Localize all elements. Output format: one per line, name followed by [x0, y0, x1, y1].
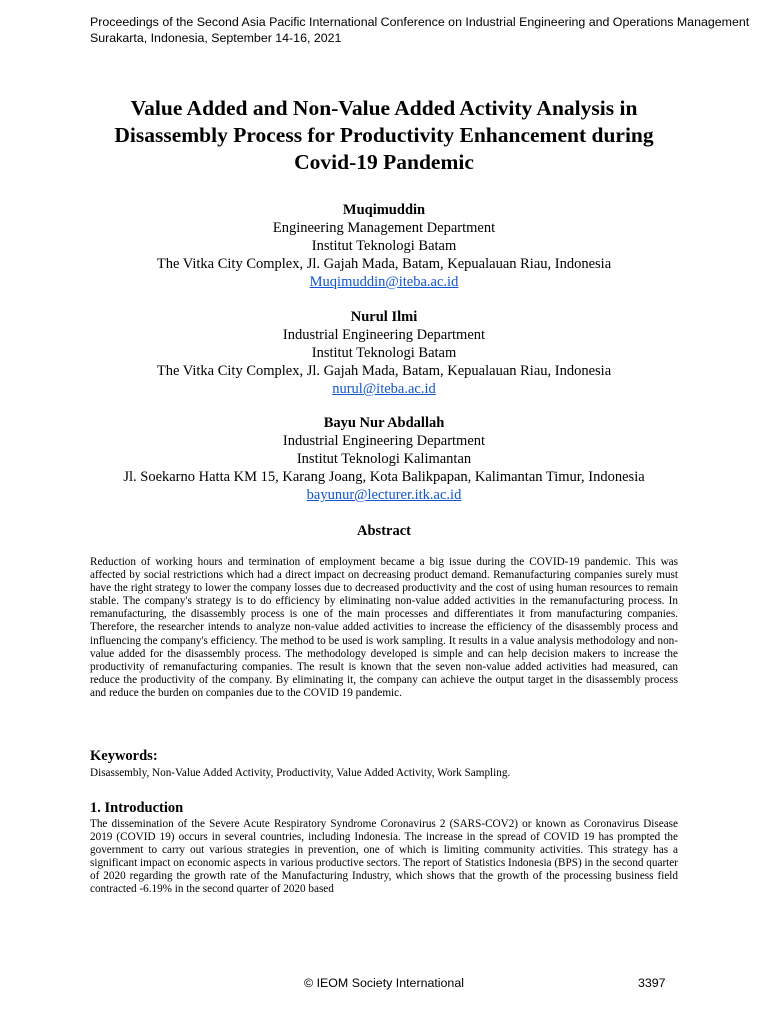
- author-block: [60, 414, 708, 504]
- author-block: [60, 308, 708, 398]
- author-email-link[interactable]: nurul@iteba.ac.id: [332, 381, 436, 397]
- author-institution: Institut Teknologi Batam: [311, 345, 457, 361]
- author-address: Jl. Soekarno Hatta KM 15, Karang Joang, Kota Balikpapan, Kalimantan Timur, Indonesia: [123, 469, 645, 485]
- author-department: Engineering Management Department: [272, 220, 496, 236]
- title-line-3: Covid-19 Pandemic: [294, 150, 474, 174]
- introduction-text: The dissemination of the Severe Acute Respiratory Syndrome Coronavirus 2 (SARS-COV2) or known as Coronavirus Disease 2019 (COVID 19) occurs in several countries, including Indonesia. The increase in the spread of COVID 19 has prompted the government to carry out various strategies in prevention, one of which is limiting community activities. This strategy has a significant impact on economic aspects in various productive sectors. The report of Statistics Indonesia (BPS) in the second quarter of 2020 regarding the growth rate of the Manufacturing Industry, which shows that the growth of the processing business field contracted -6.19% in the second quarter of 2020 based: [90, 818, 678, 896]
- author-department: Industrial Engineering Department: [282, 327, 486, 343]
- footer-copyright: © IEOM Society International: [304, 976, 464, 990]
- author-address: The Vitka City Complex, Jl. Gajah Mada, Batam, Kepualauan Riau, Indonesia: [156, 256, 612, 272]
- author-name: Bayu Nur Abdallah: [323, 415, 445, 431]
- abstract-heading: Abstract: [357, 523, 411, 539]
- author-name: Nurul Ilmi: [350, 309, 418, 325]
- page-number: 3397: [638, 976, 666, 990]
- keywords-text: Disassembly, Non-Value Added Activity, Productivity, Value Added Activity, Work Sampling.: [90, 767, 511, 779]
- author-address: The Vitka City Complex, Jl. Gajah Mada, Batam, Kepualauan Riau, Indonesia: [156, 363, 612, 379]
- keywords-heading: Keywords:: [90, 748, 158, 764]
- author-institution: Institut Teknologi Kalimantan: [296, 451, 472, 467]
- author-department: Industrial Engineering Department: [282, 433, 486, 449]
- title-line-2: Disassembly Process for Productivity Enhancement during: [114, 123, 654, 147]
- introduction-heading: 1. Introduction: [90, 800, 184, 816]
- author-institution: Institut Teknologi Batam: [311, 238, 457, 254]
- paper-title: [60, 95, 708, 176]
- author-block: [60, 201, 708, 291]
- author-email-link[interactable]: Muqimuddin@iteba.ac.id: [309, 274, 459, 290]
- author-name: Muqimuddin: [342, 202, 426, 218]
- header-conference: Proceedings of the Second Asia Pacific International Conference on Industrial Engineering and Operations Management: [90, 15, 750, 29]
- author-email-link[interactable]: bayunur@lecturer.itk.ac.id: [306, 487, 462, 503]
- abstract-text: Reduction of working hours and termination of employment became a big issue during the COVID-19 pandemic. This was affected by social restrictions which had a direct impact on decreasing product demand. Remanufacturing companies surely must have the right strategy to lower the company losses due to decreased productivity and the cost of using human resources to remain stable. The company's strategy is to do efficiency by eliminating non-value added activities in the remanufacturing process. In remanufacturing, the disassembly process is one of the main processes and differentiates it from manufacturing companies. Therefore, the researcher intends to analyze non-value added activities to increase the efficiency of the disassembly process and influencing the company's efficiency. The method to be used is work sampling. It results in a value analysis methodology and non-value added for the disassembly process. The methodology developed is simple and can help decision makers to increase the productivity of remanufacturing companies. The result is known that the seven non-value added activities had measured, can reduce the productivity of the company. By eliminating it, the company can achieve the output target in the disassembly process and reduce the burden on companies due to the COVID 19 pandemic.: [90, 556, 678, 699]
- running-header: [90, 14, 760, 46]
- header-location-date: Surakarta, Indonesia, September 14-16, 2021: [90, 31, 342, 45]
- title-line-1: Value Added and Non-Value Added Activity Analysis in: [130, 96, 638, 120]
